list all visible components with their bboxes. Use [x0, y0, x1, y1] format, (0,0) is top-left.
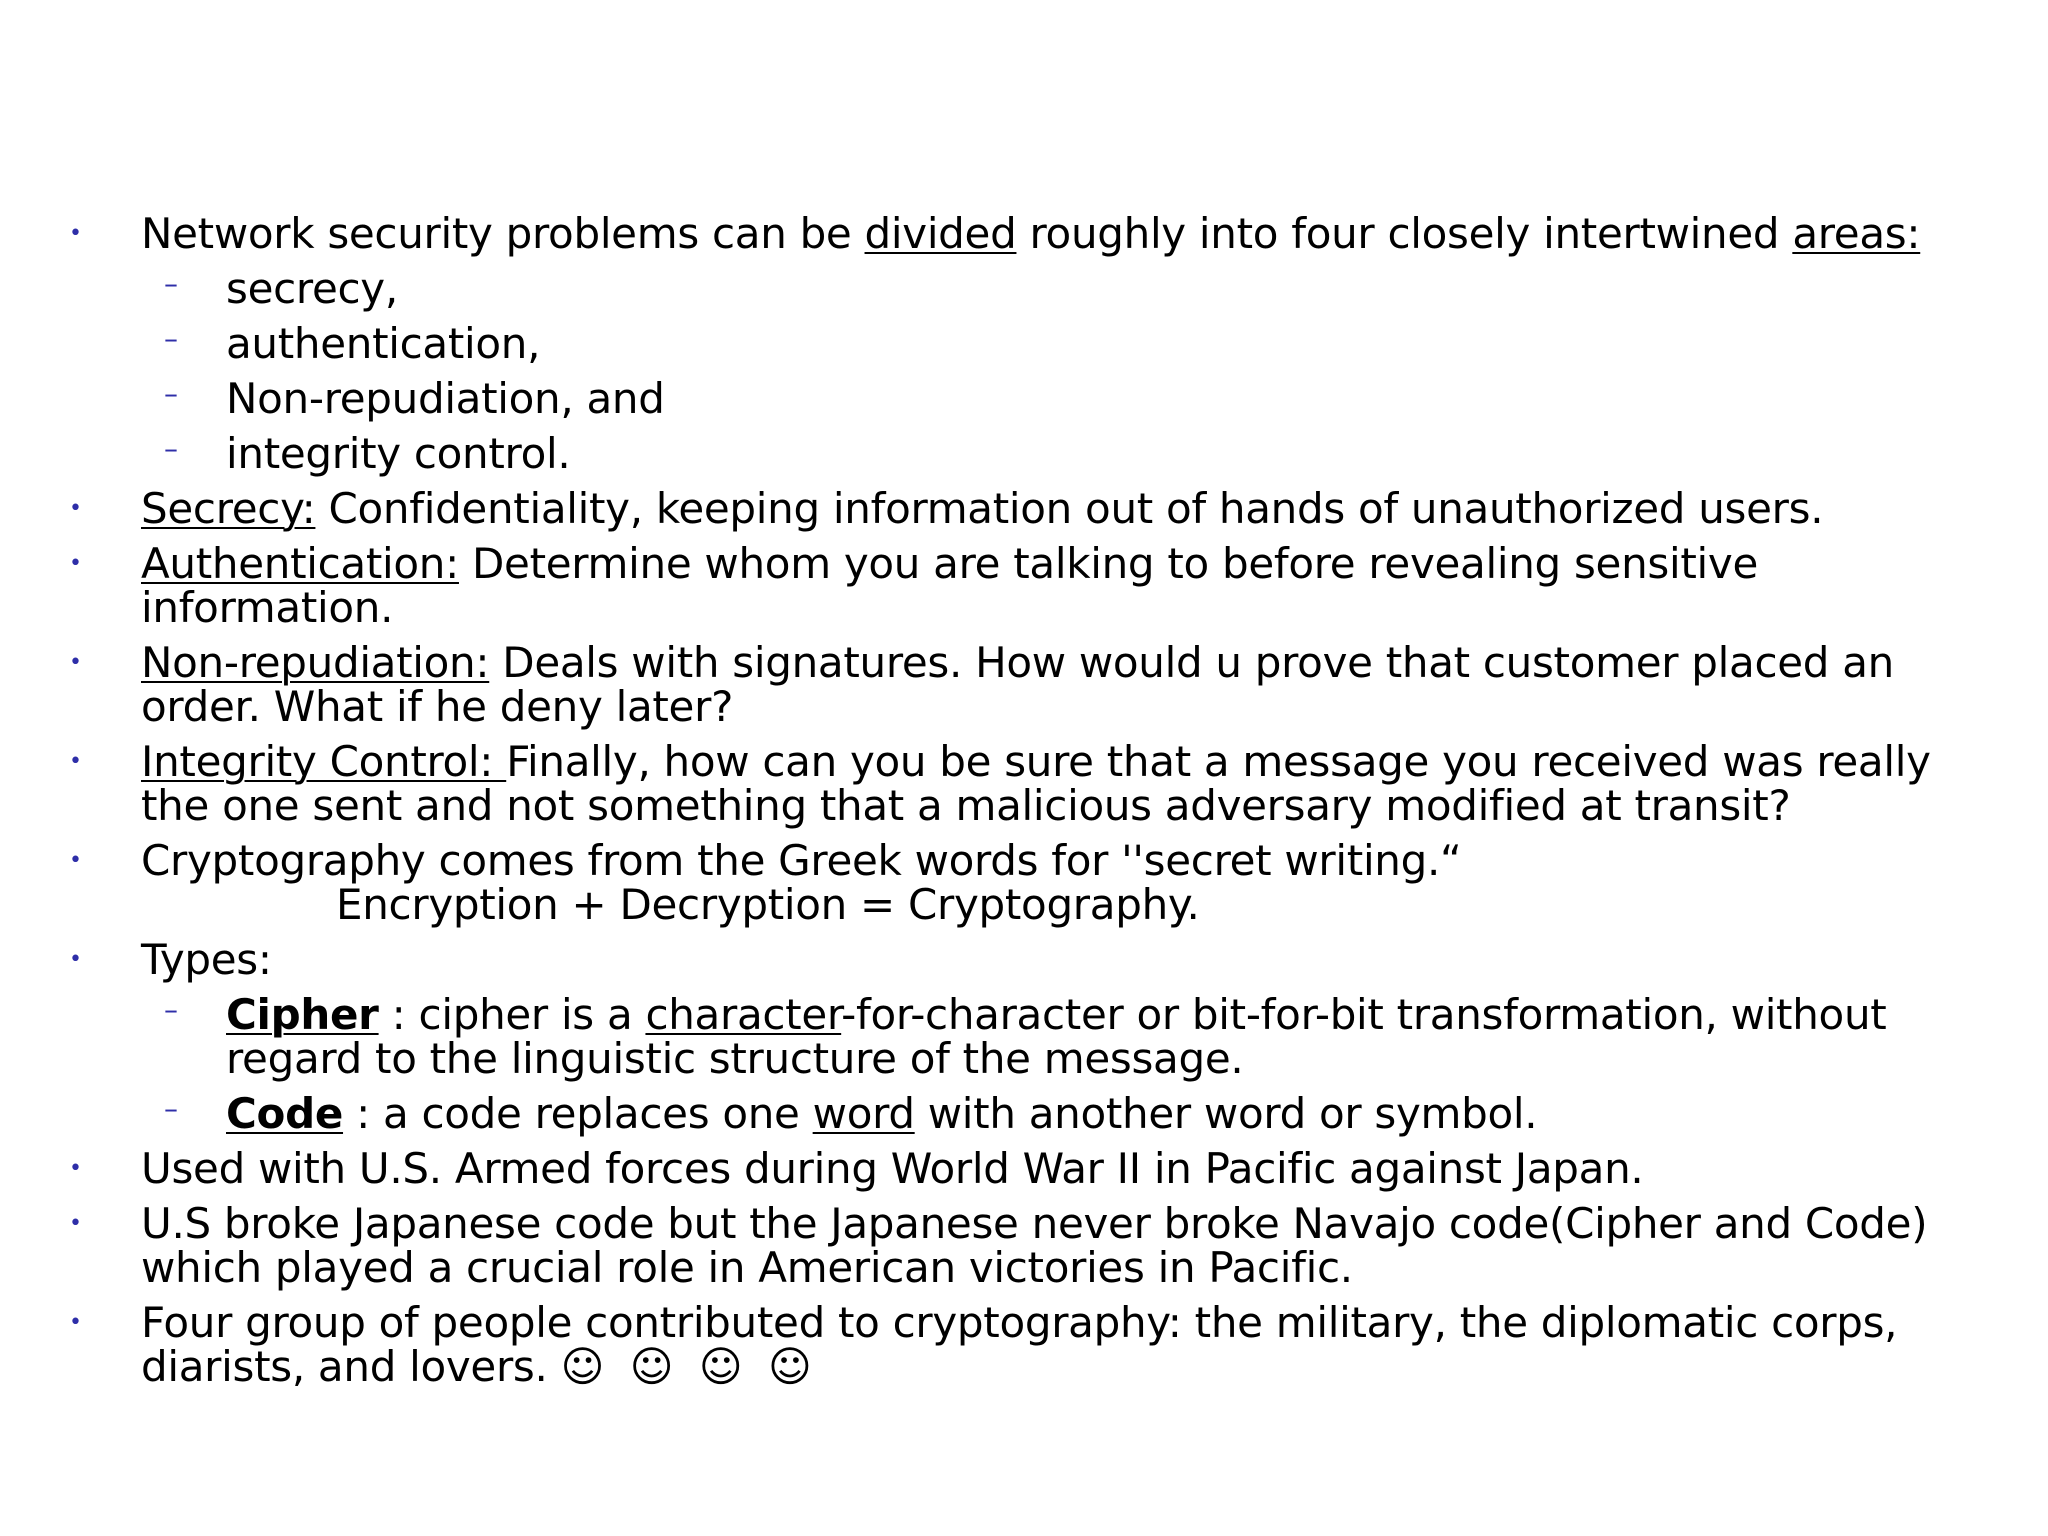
sub-item-authentication: – authentication,: [164, 319, 541, 368]
bullet-authentication: • Authentication: Determine whom you are talking to before revealing sensitive information.: [69, 539, 1758, 632]
bullet-world-war: • Used with U.S. Armed forces during World War II in Pacific against Japan.: [69, 1144, 1644, 1193]
bullet-marker: •: [69, 749, 82, 774]
bullet-integrity-control: • Integrity Control: Finally, how can you be sure that a message you received was really the one sent and not something that a malicious adversary modified at transit?: [69, 737, 1931, 830]
bullet-marker: •: [69, 496, 82, 521]
term-authentication: Authentication:: [141, 539, 459, 588]
dash-marker: –: [164, 377, 178, 410]
sub-item-code: – Code : a code replaces one word with another word or symbol.: [164, 1089, 1538, 1138]
sub-item-integrity-control: – integrity control.: [164, 429, 571, 478]
underlined-character: character: [645, 990, 842, 1039]
dash-marker: –: [164, 267, 178, 300]
underlined-word: word: [812, 1089, 915, 1138]
smiley-icons: ☺ ☺ ☺ ☺: [560, 1342, 818, 1391]
bullet-marker: •: [69, 1310, 82, 1335]
sub-item-non-repudiation: – Non-repudiation, and: [164, 374, 665, 423]
bullet-secrecy: • Secrecy: Confidentiality, keeping information out of hands of unauthorized users.: [69, 484, 1824, 533]
bullet-list: [60, 209, 2020, 1400]
bullet-network-security: • Network security problems can be divided roughly into four closely intertwined areas:: [69, 209, 1921, 258]
term-code: Code: [226, 1089, 344, 1138]
bullet-non-repudiation: • Non-repudiation: Deals with signatures. How would u prove that customer placed an order. What if he deny later?: [69, 638, 1894, 731]
bullet-four-groups: • Four group of people contributed to cryptography: the military, the diplomatic corps, diarists, and lovers. ☺ ☺ ☺ ☺: [69, 1298, 1898, 1391]
bullet-navajo-code: • U.S broke Japanese code but the Japanese never broke Navajo code(Cipher and Code) which played a crucial role in American victories in Pacific.: [69, 1199, 1928, 1292]
term-secrecy: Secrecy:: [141, 484, 316, 533]
dash-marker: –: [164, 322, 178, 355]
bullet-marker: •: [69, 650, 82, 675]
bullet-marker: •: [69, 848, 82, 873]
sub-item-cipher: – Cipher : cipher is a character-for-character or bit-for-bit transformation, without regard to the linguistic structure of the message.: [164, 990, 1887, 1083]
term-integrity-control: Integrity Control:: [141, 737, 507, 786]
dash-marker: –: [164, 1092, 178, 1125]
underlined-areas: areas:: [1792, 209, 1921, 258]
term-cipher: Cipher: [226, 990, 379, 1039]
dash-marker: –: [164, 993, 178, 1026]
bullet-marker: •: [69, 947, 82, 972]
dash-marker: –: [164, 432, 178, 465]
bullet-cryptography: • Cryptography comes from the Greek words for ''secret writing.“ Encryption + Decryption = Cryptography.: [60, 839, 2020, 927]
underlined-divided: divided: [864, 209, 1017, 258]
sub-item-secrecy: – secrecy,: [164, 264, 398, 313]
bullet-marker: •: [69, 1211, 82, 1236]
bullet-types: • Types:: [69, 935, 272, 984]
cryptography-formula: Encryption + Decryption = Cryptography.: [336, 880, 1200, 929]
bullet-marker: •: [69, 1156, 82, 1181]
bullet-marker: •: [69, 551, 82, 576]
bullet-marker: •: [69, 221, 82, 246]
term-non-repudiation: Non-repudiation:: [141, 638, 490, 687]
